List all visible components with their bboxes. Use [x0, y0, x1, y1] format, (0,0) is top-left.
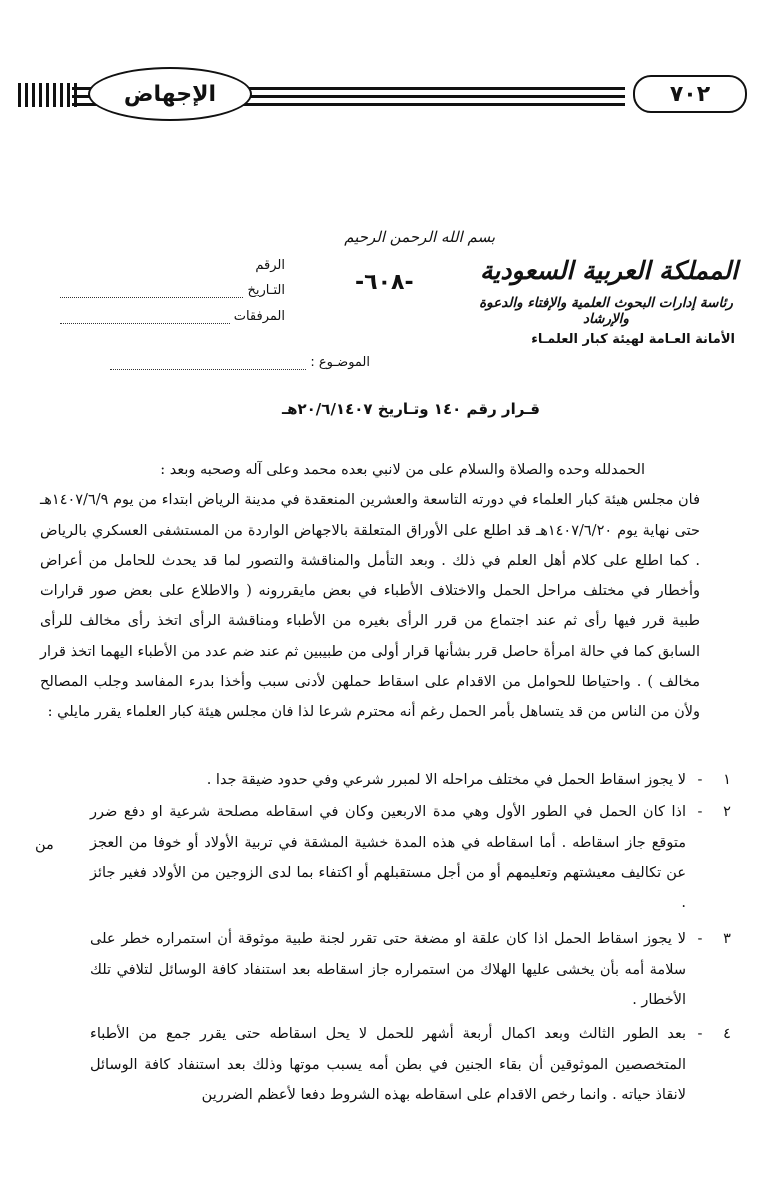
page-number: ٧٠٢: [633, 75, 747, 113]
basmala: بسم الله الرحمن الرحيم: [344, 228, 495, 246]
date-label: التـاريخ: [247, 283, 285, 298]
list-item: ٢ - اذا كان الحمل في الطور الأول وهي مدة الاربعين وكان في اسقاطه مصلحة شرعية او دفع ضرر متوقع جاز اسقاطه . أما اسقاطه في هذه المدة خشية المشقة في تربية الأولاد أو خوفا من العجز عن تكاليف معيشتهم وتعليمهم أو من أجل مستقبلهم أو اكتفاء بما لدى الزوجين من الأولاد فغير جائز .: [40, 797, 740, 918]
item-text: لا يجوز اسقاط الحمل في مختلف مراحله الا لمبرر شرعي وفي حدود ضيقة جدا .: [206, 772, 686, 788]
margin-note: من: [35, 837, 54, 853]
attachments-dotted-line: [60, 313, 230, 324]
attachments-label: المرفقات: [233, 309, 285, 324]
preamble-paragraph: فان مجلس هيئة كبار العلماء في دورته التاسعة والعشرين المنعقدة في مدينة الرياض ابتداء من يوم ١٤٠٧/٦/٩هـ حتى نهاية يوم ١٤٠٧/٦/٢٠هـ قد اطلع على الأوراق المتعلقة بالاجهاض الواردة من المستشفى العسكري بالرياض . كما اطلع على كلام أهل العلم في ذلك . وبعد التأمل والمناقشة والتصور لما قد يحدث للحامل من أعراض وأخطار في مختلف مراحل الحمل والاختلاف الأطباء في بعض مايقررونه ( والاطلاع على بعض صور قرارات طبية قرر فيها رأى ثم عند اجتماع من قرر الرأى بغيره من الأطباء ومناقشة الرأى اتخذ رأى مخالف للرأى السابق كما في حالة امرأة حاصل قرر بشأنها قرار أولى من طبيبين ثم عند ضم عدد من الأطباء اليهما اتخذ قرار مخالف ) . واحتياطا للحوامل من الاقدام على اسقاط حملهن لأدنى سبب وأخذا بدرء المفاسد وجلب المصالح ولأن من الناس من قد يتساهل بأمر الحمل رغم أنه محترم شرعا لذا فان مجلس هيئة كبار العلماء يقرر مايلي :: [40, 492, 700, 721]
greeting: الحمدلله وحده والصلاة والسلام على من لانبي بعده محمد وعلى آله وصحبه وبعد :: [160, 462, 645, 478]
kingdom-name: المملكة العربية السعودية: [479, 256, 738, 285]
attachments-field: [60, 309, 285, 324]
number-field: [60, 258, 285, 273]
item-number: ٤: [723, 1026, 731, 1043]
decision-body: [40, 455, 700, 728]
item-text: لا يجوز اسقاط الحمل اذا كان علقة او مضغة حتى تقرر لجنة طبية موثوقة أن استمراره خطر على سلامة أمه بأن يخشى عليها الهلاك من استمراره جاز اسقاطه بعد استنفاد كافة الوسائل لتلافي تلك الأخطار .: [90, 931, 686, 1009]
item-number: ٣: [723, 931, 731, 948]
presidency-name: رئاسة إدارات البحوث العلمية والإفتاء والدعوة والإرشاد: [479, 295, 733, 327]
date-dotted-line: [60, 287, 243, 298]
section-title: الإجهاض: [88, 67, 252, 121]
secretariat-name: الأمانة العـامة لهيئة كبار العلمـاء: [531, 332, 735, 347]
list-item: ٣ - لا يجوز اسقاط الحمل اذا كان علقة او مضغة حتى تقرر لجنة طبية موثوقة أن استمراره خطر على سلامة أمه بأن يخشى عليها الهلاك من استمراره جاز اسقاطه بعد استنفاد كافة الوسائل لتلافي تلك الأخطار .: [40, 924, 740, 1015]
item-number: ٢: [723, 804, 731, 821]
date-field: [60, 283, 285, 298]
subject-field: [110, 355, 370, 370]
reference-number: -٦٠٨-: [355, 270, 414, 295]
list-item: ٤ - بعد الطور الثالث وبعد اكمال أربعة أشهر للحمل لا يحل اسقاطه حتى يقرر جمع من الأطباء المتخصصين الموثوقين أن بقاء الجنين في بطن أمه يسبب موتها وذلك بعد استنفاد كافة الوسائل لانقاذ حياته . وانما رخص الاقدام على اسقاطه بهذه الشروط دفعا لأعظم الضررين: [40, 1019, 740, 1110]
subject-label: الموضـوع :: [310, 355, 370, 370]
subject-dotted-line: [110, 359, 306, 370]
header-ornament: [18, 83, 78, 107]
item-text: بعد الطور الثالث وبعد اكمال أربعة أشهر للحمل لا يحل اسقاطه حتى يقرر جمع من الأطباء المتخصصين الموثوقين أن بقاء الجنين في بطن أمه يسبب موتها وذلك بعد استنفاد كافة الوسائل لانقاذ حياته . وانما رخص الاقدام على اسقاطه بهذه الشروط دفعا لأعظم الضررين: [90, 1026, 686, 1103]
number-label: الرقم: [255, 258, 285, 273]
list-item: ١ - لا يجوز اسقاط الحمل في مختلف مراحله الا لمبرر شرعي وفي حدود ضيقة جدا .: [40, 765, 740, 795]
decision-line: قـرار رقم ١٤٠ وتـاريخ ٢٠/٦/١٤٠٧هـ: [281, 400, 540, 418]
item-number: ١: [723, 772, 731, 788]
resolution-items: [40, 765, 740, 1110]
item-text: اذا كان الحمل في الطور الأول وهي مدة الاربعين وكان في اسقاطه مصلحة شرعية او دفع ضرر متوقع جاز اسقاطه . أما اسقاطه في هذه المدة خشية المشقة في تربية الأولاد أو خوفا من العجز عن تكاليف معيشتهم وتعليمهم أو من أجل مستقبلهم أو اكتفاء بما لدى الزوجين من الأولاد فغير جائز .: [90, 804, 686, 912]
